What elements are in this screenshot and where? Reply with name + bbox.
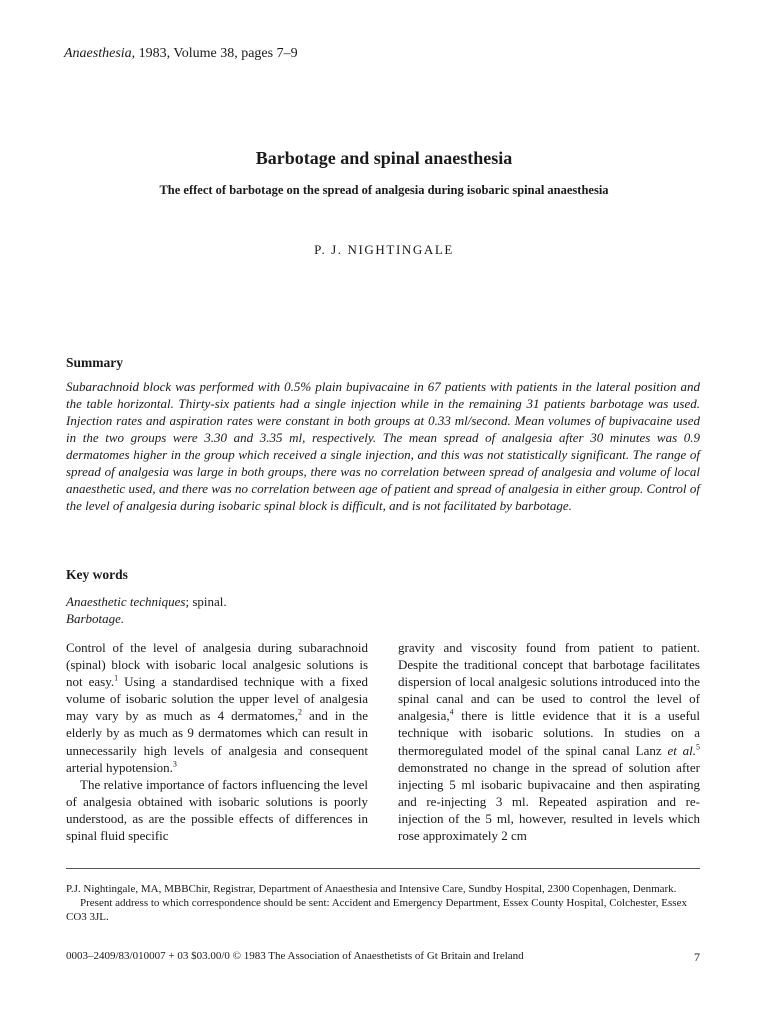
body-text: there is little evidence that it is a useful technique with isobaric solutions. In studies on a thermoregulated model of the spinal canal Lanz <box>398 708 700 758</box>
et-al: et al. <box>667 742 696 758</box>
reference-marker: 3 <box>172 759 177 769</box>
reference-marker: 1 <box>114 673 119 683</box>
body-text: Control of the level of analgesia during subarachnoid (spinal) block with isobaric local analgesic solutions is not easy. <box>66 640 368 690</box>
journal-name: Anaesthesia <box>64 46 132 61</box>
copyright-line: 0003–2409/83/010007 + 03 $03.00/0 © 1983 The Association of Anaesthetists of Gt Britain and Ireland <box>66 950 524 962</box>
body-paragraph: The relative importance of factors influencing the level of analgesia obtained with isobaric solutions is poorly understood, as are the possible effects of differences in spinal fluid specific <box>66 776 368 844</box>
keyword-italic: Anaesthetic techniques <box>66 594 186 609</box>
body-column-left <box>66 639 368 844</box>
citation-details: , 1983, Volume 38, pages 7–9 <box>131 46 298 61</box>
page-number: 7 <box>694 950 700 964</box>
correspondence-address: Present address to which correspondence should be sent: Accident and Emergency Department, Essex County Hospital, Colchester, Essex CO3 3JL. <box>66 897 687 924</box>
summary-text: Subarachnoid block was performed with 0.5% plain bupivacaine in 67 patients with patients in the lateral position and the table horizontal. Thirty-six patients had a single injection while in the remaining 31 patients barbotage was used. Injection rates and aspiration rates were constant in both groups at 0.33 ml/second. Mean volumes of bupivacaine used in the two groups were 3.30 and 3.35 ml, respectively. The mean spread of analgesia after 30 minutes was 0.9 dermatomes higher in the group which received a single injection, and this was not statistically significant. The range of spread of analgesia was large in both groups, there was no correlation between spread of analgesia and volume of local anaesthetic used, and there was no correlation between age of patient and spread of analgesia in either group. Control of the level of analgesia during isobaric spinal block is difficult, and is not facilitated by barbotage. <box>66 379 700 513</box>
body-paragraph <box>66 639 368 776</box>
footnote-divider <box>66 868 700 869</box>
summary-heading: Summary <box>66 355 123 370</box>
article-subtitle: The effect of barbotage on the spread of analgesia during isobaric spinal anaesthesia <box>159 183 609 197</box>
journal-citation <box>64 46 298 62</box>
body-paragraph <box>398 639 700 844</box>
article-title: Barbotage and spinal anaesthesia <box>255 148 513 168</box>
keyword-line-1 <box>66 593 227 610</box>
body-text: gravity and viscosity found from patient to patient. Despite the traditional concept that barbotage facilitates dispersion of local analgesic solutions introduced into the spinal canal and can be used to control the level of analgesia, <box>398 640 700 724</box>
reference-marker: 4 <box>449 708 454 718</box>
keywords-list <box>66 593 227 627</box>
body-text: and in the elderly by as much as 9 dermatomes which can result in unnecessarily high levels of analgesia and consequent arterial hypotension. <box>66 708 368 775</box>
reference-marker: 2 <box>297 708 302 718</box>
author-name: P. J. NIGHTINGALE <box>314 242 454 257</box>
keyword-barbotage: Barbotage. <box>66 611 125 626</box>
page-footer <box>66 950 700 965</box>
keyword-line-2 <box>66 610 227 627</box>
body-text: Using a standardised technique with a fixed volume of isobaric solution the upper level of analgesia may vary by as much as 4 dermatomes, <box>66 674 368 724</box>
body-text: demonstrated no change in the spread of solution after injecting 5 ml isobaric bupivacaine and then aspirating and re-injecting 3 ml. Repeated aspiration and re-injection of the 5 ml, however, resulted in levels which rose approximately 2 cm <box>398 759 700 844</box>
reference-marker: 5 <box>695 742 700 752</box>
keyword-rest: ; spinal. <box>185 594 227 609</box>
keywords-heading: Key words <box>66 567 128 582</box>
author-affiliation: P.J. Nightingale, MA, MBBChir, Registrar, Department of Anaesthesia and Intensive Care, Sundby Hospital, 2300 Copenhagen, Denmark. <box>66 883 677 895</box>
footnotes <box>66 882 700 925</box>
body-column-right <box>398 639 700 844</box>
